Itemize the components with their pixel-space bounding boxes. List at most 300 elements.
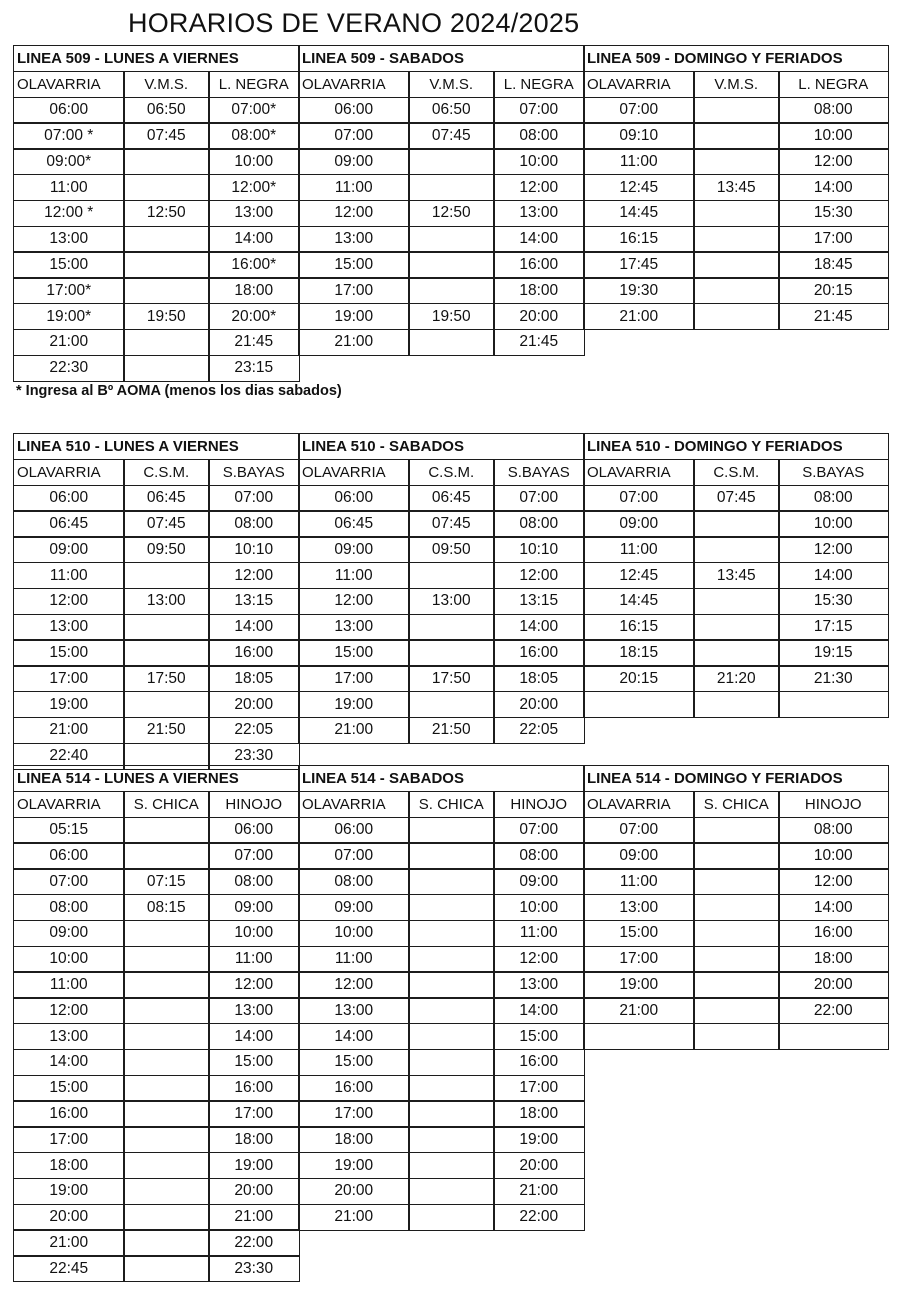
time-cell: 09:00 [583,510,695,537]
schedule-title: LINEA 509 - SABADOS [298,45,585,72]
schedule-title: LINEA 510 - LUNES A VIERNES [13,433,300,460]
time-cell: 10:00 [493,148,585,175]
time-cell: 10:00 [208,920,300,947]
column-header: OLAVARRIA [583,459,695,486]
empty-space [778,1178,887,1204]
time-cell: 16:00* [208,251,300,278]
time-cell: 20:00 [208,1178,300,1205]
time-cell: 21:00 [298,329,410,356]
time-cell [408,277,495,304]
time-cell: 10:00 [493,894,585,921]
time-cell: 15:00 [298,1049,410,1076]
empty-space [778,1152,887,1178]
time-cell [123,1126,210,1153]
footnote: * Ingresa al Bº AOMA (menos los dias sabados) [16,383,342,399]
time-cell: 17:00 [13,1126,125,1153]
empty-space [693,355,778,381]
time-cell [123,355,210,382]
column-header: S.BAYAS [208,459,300,486]
time-cell: 12:00 [298,588,410,615]
column-header: V.M.S. [123,71,210,98]
time-cell: 16:15 [583,614,695,641]
time-cell [123,817,210,844]
time-cell: 11:00 [583,148,695,175]
time-cell: 06:00 [13,97,125,124]
schedule-title: LINEA 514 - DOMINGO Y FERIADOS [583,765,889,792]
time-cell [408,562,495,589]
time-cell: 14:45 [583,200,695,227]
time-cell [123,1178,210,1205]
time-cell [778,1023,889,1050]
time-cell [693,920,780,947]
time-cell: 06:00 [298,485,410,512]
time-cell: 09:00 [583,842,695,869]
time-cell: 19:00 [208,1152,300,1179]
time-cell: 19:30 [583,277,695,304]
time-cell: 17:00 [298,1100,410,1127]
time-cell: 07:00 [208,485,300,512]
time-cell: 10:00 [208,148,300,175]
time-cell: 18:45 [778,251,889,278]
time-cell: 08:00 [493,510,585,537]
time-cell: 12:00 [208,971,300,998]
time-cell: 15:00 [208,1049,300,1076]
time-cell: 19:00 [298,1152,410,1179]
time-cell: 23:30 [208,743,300,770]
time-cell: 12:00 [493,946,585,973]
time-cell: 07:45 [408,122,495,149]
time-cell: 09:00 [298,536,410,563]
time-cell: 16:00 [493,251,585,278]
time-cell: 07:45 [408,510,495,537]
time-cell: 14:00 [13,1049,125,1076]
time-cell: 06:00 [13,842,125,869]
time-cell: 19:00* [13,303,125,330]
time-cell: 08:00 [13,894,125,921]
time-cell: 22:00 [778,997,889,1024]
time-cell [408,868,495,895]
empty-space [778,1204,887,1230]
time-cell: 12:45 [583,562,695,589]
time-cell: 07:00 [493,485,585,512]
time-cell: 18:00 [493,1100,585,1127]
column-header: S.BAYAS [493,459,585,486]
time-cell: 09:00 [13,920,125,947]
time-cell: 16:00 [493,639,585,666]
column-header: C.S.M. [123,459,210,486]
empty-space [693,1204,778,1230]
time-cell [583,691,695,718]
time-cell: 18:15 [583,639,695,666]
time-cell [408,894,495,921]
time-cell: 12:00 [13,588,125,615]
time-cell: 19:50 [123,303,210,330]
time-cell: 19:00 [13,691,125,718]
time-cell: 08:00 [493,122,585,149]
time-cell: 10:00 [298,920,410,947]
time-cell: 20:00 [208,691,300,718]
time-cell: 13:00 [583,894,695,921]
time-cell: 17:00 [493,1075,585,1102]
empty-space [493,355,583,381]
time-cell: 15:00 [13,639,125,666]
time-cell: 16:00 [493,1049,585,1076]
column-header: C.S.M. [693,459,780,486]
time-cell: 22:30 [13,355,125,382]
time-cell [408,1049,495,1076]
time-cell: 14:00 [493,997,585,1024]
time-cell: 09:50 [408,536,495,563]
empty-space [778,1049,887,1075]
time-cell: 20:00 [493,691,585,718]
time-cell: 10:00 [13,946,125,973]
column-header: S. CHICA [693,791,780,818]
time-cell: 14:00 [208,226,300,253]
time-cell: 06:00 [298,817,410,844]
empty-space [693,717,778,743]
column-header: L. NEGRA [493,71,585,98]
time-cell: 17:00 [583,946,695,973]
time-cell: 06:45 [123,485,210,512]
time-cell: 06:00 [13,485,125,512]
time-cell [693,303,780,330]
time-cell: 18:00 [208,277,300,304]
schedule-title: LINEA 514 - SABADOS [298,765,585,792]
time-cell [693,1023,780,1050]
time-cell: 09:00 [208,894,300,921]
column-header: OLAVARRIA [13,71,125,98]
time-cell: 07:00 [208,842,300,869]
empty-space [583,717,693,743]
column-header: HINOJO [493,791,585,818]
time-cell: 07:00 [493,97,585,124]
time-cell [123,148,210,175]
empty-space [298,1255,408,1281]
time-cell: 06:45 [13,510,125,537]
time-cell: 21:00 [583,997,695,1024]
time-cell: 21:00 [13,1229,125,1256]
time-cell: 07:00 [493,817,585,844]
time-cell [123,1229,210,1256]
time-cell [693,817,780,844]
time-cell: 08:00 [208,868,300,895]
time-cell: 07:00 [583,97,695,124]
time-cell: 21:00 [13,329,125,356]
time-cell: 09:00 [13,536,125,563]
time-cell: 11:00 [13,562,125,589]
schedule-title: LINEA 510 - DOMINGO Y FERIADOS [583,433,889,460]
time-cell: 22:45 [13,1255,125,1282]
time-cell [123,1204,210,1231]
time-cell: 22:00 [208,1229,300,1256]
time-cell: 13:00 [493,200,585,227]
time-cell: 18:05 [208,665,300,692]
time-cell: 14:00 [208,614,300,641]
time-cell [408,1204,495,1231]
empty-space [778,1126,887,1152]
time-cell: 14:00 [493,226,585,253]
time-cell [693,536,780,563]
time-cell: 16:00 [298,1075,410,1102]
time-cell [408,329,495,356]
empty-space [493,1229,583,1255]
empty-space [778,1100,887,1126]
time-cell: 20:00 [13,1204,125,1231]
time-cell: 19:00 [298,303,410,330]
time-cell [123,1075,210,1102]
time-cell: 05:15 [13,817,125,844]
time-cell [123,614,210,641]
time-cell [123,1152,210,1179]
time-cell [408,251,495,278]
time-cell: 10:00 [778,122,889,149]
empty-space [298,1229,408,1255]
time-cell: 17:00 [778,226,889,253]
time-cell: 18:05 [493,665,585,692]
time-cell: 09:00 [298,148,410,175]
time-cell [693,148,780,175]
time-cell: 17:50 [123,665,210,692]
empty-space [583,1255,693,1281]
time-cell: 13:00 [408,588,495,615]
time-cell [408,148,495,175]
column-header: S.BAYAS [778,459,889,486]
time-cell: 11:00 [583,868,695,895]
time-cell [583,1023,695,1050]
time-cell [123,226,210,253]
time-cell: 13:00 [298,997,410,1024]
time-cell [693,200,780,227]
empty-space [583,1178,693,1204]
time-cell: 07:00 * [13,122,125,149]
page-title: HORARIOS DE VERANO 2024/2025 [128,8,580,38]
time-cell: 17:00* [13,277,125,304]
time-cell [408,1126,495,1153]
time-cell: 07:00 [583,817,695,844]
time-cell: 13:45 [693,174,780,201]
time-cell: 14:00 [778,562,889,589]
time-cell: 12:00 [298,200,410,227]
empty-space [408,1229,493,1255]
time-cell: 11:00 [13,174,125,201]
time-cell: 08:00 [298,868,410,895]
time-cell [123,1255,210,1282]
column-header: OLAVARRIA [298,71,410,98]
time-cell: 13:00 [208,997,300,1024]
time-cell: 20:00 [493,1152,585,1179]
time-cell: 14:45 [583,588,695,615]
column-header: V.M.S. [693,71,780,98]
time-cell: 07:00 [298,842,410,869]
empty-space [583,1152,693,1178]
time-cell: 15:00 [13,1075,125,1102]
time-cell: 17:50 [408,665,495,692]
time-cell: 10:10 [493,536,585,563]
time-cell: 13:00 [13,1023,125,1050]
time-cell [693,226,780,253]
time-cell: 13:00 [13,614,125,641]
time-cell [408,1178,495,1205]
time-cell: 11:00 [583,536,695,563]
empty-space [583,1126,693,1152]
time-cell: 08:00 [778,817,889,844]
time-cell: 21:00 [208,1204,300,1231]
time-cell: 14:00 [778,894,889,921]
empty-space [778,1229,887,1255]
time-cell: 12:00 [208,562,300,589]
time-cell: 08:00 [493,842,585,869]
empty-space [693,1255,778,1281]
time-cell: 20:00 [493,303,585,330]
column-header: HINOJO [778,791,889,818]
section-linea-510 [13,433,887,768]
time-cell: 16:00 [778,920,889,947]
time-cell: 06:50 [123,97,210,124]
time-cell: 12:00 [778,536,889,563]
time-cell [693,251,780,278]
time-cell [408,971,495,998]
time-cell: 10:10 [208,536,300,563]
time-cell: 07:00 [583,485,695,512]
empty-space [778,1075,887,1101]
time-cell: 21:00 [583,303,695,330]
time-cell: 21:20 [693,665,780,692]
time-cell: 13:00 [13,226,125,253]
time-cell: 19:00 [493,1126,585,1153]
time-cell [693,868,780,895]
time-cell: 21:30 [778,665,889,692]
empty-space [778,355,887,381]
time-cell: 15:00 [493,1023,585,1050]
column-header: OLAVARRIA [298,459,410,486]
time-cell: 14:00 [298,1023,410,1050]
time-cell: 14:00 [493,614,585,641]
section-linea-514 [13,765,887,1281]
time-cell: 19:00 [298,691,410,718]
time-cell: 14:00 [208,1023,300,1050]
time-cell: 12:00 * [13,200,125,227]
time-cell: 15:00 [13,251,125,278]
time-cell: 07:45 [123,122,210,149]
time-cell: 15:30 [778,588,889,615]
column-header: L. NEGRA [778,71,889,98]
time-cell: 12:00 [493,174,585,201]
time-cell: 21:50 [408,717,495,744]
time-cell: 15:00 [298,251,410,278]
time-cell [123,251,210,278]
time-cell: 20:15 [778,277,889,304]
time-cell: 18:00 [493,277,585,304]
time-cell: 20:00 [298,1178,410,1205]
schedule-title: LINEA 510 - SABADOS [298,433,585,460]
time-cell: 13:45 [693,562,780,589]
time-cell: 13:00 [208,200,300,227]
time-cell [123,842,210,869]
time-cell: 06:45 [408,485,495,512]
time-cell: 17:00 [298,277,410,304]
time-cell [123,1049,210,1076]
time-cell: 12:50 [123,200,210,227]
time-cell: 08:00 [778,97,889,124]
time-cell [693,894,780,921]
time-cell [408,614,495,641]
time-cell: 20:00 [778,971,889,998]
time-cell: 14:00 [778,174,889,201]
time-cell: 09:00* [13,148,125,175]
time-cell [123,329,210,356]
time-cell [123,1023,210,1050]
empty-space [583,329,693,355]
time-cell: 11:00 [298,946,410,973]
time-cell [693,842,780,869]
time-cell [408,174,495,201]
empty-space [493,1255,583,1281]
time-cell [408,1075,495,1102]
column-header: L. NEGRA [208,71,300,98]
empty-space [583,355,693,381]
time-cell: 10:00 [778,510,889,537]
time-cell [408,1023,495,1050]
time-cell: 21:00 [298,717,410,744]
time-cell: 18:00 [208,1126,300,1153]
time-cell [123,639,210,666]
time-cell: 06:50 [408,97,495,124]
empty-space [408,1255,493,1281]
time-cell: 13:00 [493,971,585,998]
time-cell: 12:00 [13,997,125,1024]
time-cell [693,588,780,615]
time-cell: 12:00 [778,868,889,895]
time-cell: 12:45 [583,174,695,201]
time-cell [408,226,495,253]
time-cell [408,1100,495,1127]
time-cell [408,920,495,947]
schedule-title: LINEA 509 - DOMINGO Y FERIADOS [583,45,889,72]
time-cell: 19:00 [13,1178,125,1205]
empty-space [693,1100,778,1126]
time-cell: 18:00 [778,946,889,973]
time-cell: 11:00 [13,971,125,998]
time-cell [693,97,780,124]
time-cell: 10:00 [778,842,889,869]
time-cell [693,614,780,641]
empty-space [583,1100,693,1126]
time-cell: 19:00 [583,971,695,998]
time-cell: 09:00 [298,894,410,921]
time-cell: 08:15 [123,894,210,921]
column-header: OLAVARRIA [583,791,695,818]
empty-space [693,1075,778,1101]
time-cell: 12:50 [408,200,495,227]
time-cell [693,946,780,973]
time-cell: 11:00 [298,174,410,201]
time-cell: 06:00 [208,817,300,844]
time-cell: 13:00 [123,588,210,615]
empty-space [298,355,408,381]
time-cell: 12:00 [298,971,410,998]
time-cell: 15:30 [778,200,889,227]
empty-space [778,329,887,355]
time-cell: 07:00* [208,97,300,124]
time-cell [123,971,210,998]
empty-space [778,717,887,743]
time-cell: 15:00 [583,920,695,947]
time-cell: 23:15 [208,355,300,382]
column-header: V.M.S. [408,71,495,98]
empty-space [408,355,493,381]
time-cell [778,691,889,718]
time-cell: 07:00 [298,122,410,149]
